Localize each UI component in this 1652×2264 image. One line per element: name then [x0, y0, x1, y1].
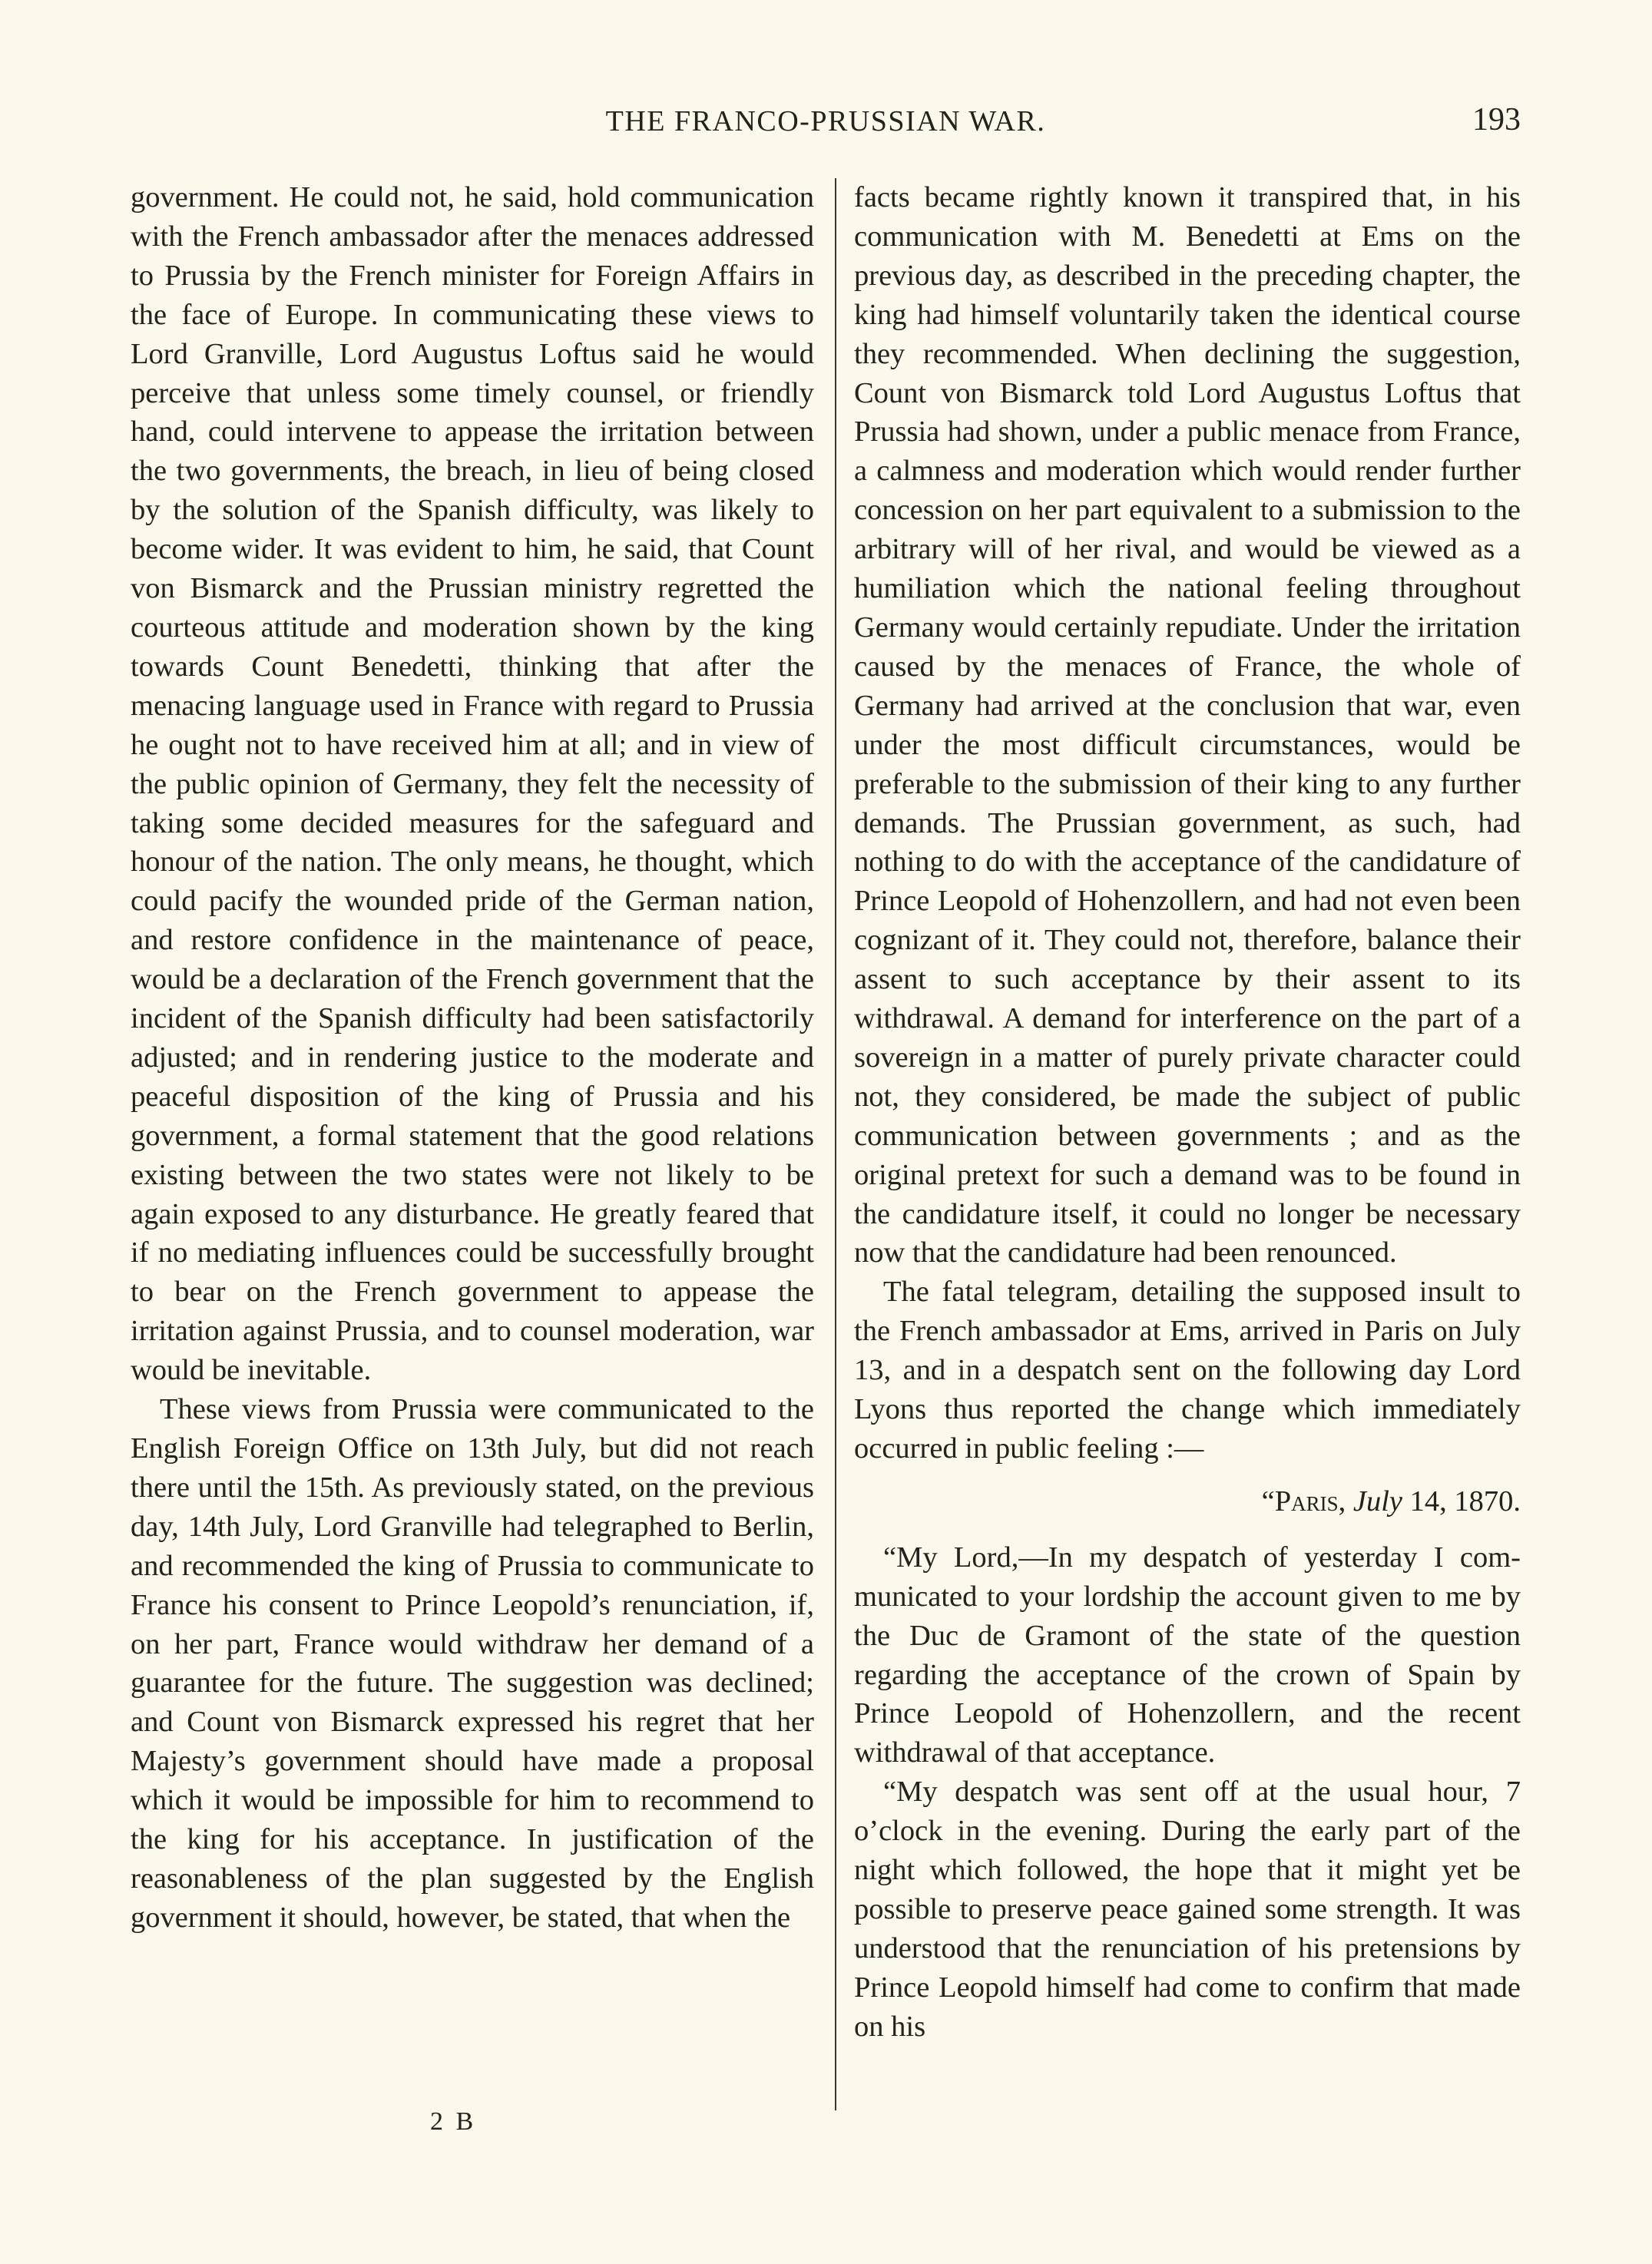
right-paragraph-2: The fatal telegram, detailing the supposed insult to the French ambassador at Ems, arrived in Paris on July 13, and in a despatch sent on the following day Lord Lyons thus reported the change which immediately occurred in public feeling :— — [854, 1276, 1521, 1465]
right-paragraph-1: facts became rightly known it transpired that, in his communication with M. Benedetti at Ems on the previous day, as described in the preceding chapter, the king had himself voluntarily taken the identical course they recommended. When declining the suggestion, Count von Bismarck told Lord Augustus Loftus that Prussia had shown, under a public menace from France, a calmness and moderation which would render further concession on her part equivalent to a submission to the arbitrary will of her rival, and would be viewed as a humiliation which the national feeling throughout Germany would certainly repudiate. Under the irritation caused by the menaces of France, the whole of Germany had arrived at the conclusion that war, even under the most difficult circumstances, would be preferable to the submission of their king to any further demands. The Prussian government, as such, had nothing to do with the acceptance of the candidature of Prince Leopold of Hohenzollern, and had not even been cognizant of it. They could not, therefore, balance their assent to such acceptance by their assent to its withdrawal. A demand for interference on the part of a sovereign in a matter of purely private character could not, they considered, be made the subject of public communication between governments ; and as the original pretext for such a demand was to be found in the candidature itself, it could no longer be necessary now that the candidature had been renounced. — [854, 181, 1521, 1269]
page-header — [131, 98, 1521, 160]
letter-dateline — [854, 1482, 1521, 1521]
running-title: THE FRANCO-PRUSSIAN WAR. — [605, 105, 1046, 137]
dateline-month: July — [1352, 1485, 1402, 1518]
letter-paragraph-2: “My despatch was sent off at the usual hour, 7 o’clock in the evening. During the early part of the night which followed, the hope that it might yet be possible to preserve peace gained some strength. It was understood that the renunciation of his pretensions by Prince Leopold himself had come to confirm that made on his — [854, 1776, 1521, 2043]
signature-mark: 2 B — [430, 2107, 477, 2136]
dateline-city: “Paris, — [1261, 1485, 1346, 1518]
left-paragraph-2: These views from Prussia were communicated to the English Foreign Office on 13th July, but did not reach there until the 15th. As previously stated, on the previous day, 14th July, Lord Granville had telegraphed to Berlin, and recommended the king of Prussia to communicate to France his consent to Prince Leopold’s renunciation, if, on her part, France would withdraw her demand of a guarantee for the future. The suggestion was declined; and Count von Bismarck expressed his regret that her Majesty’s government should have made a proposal which it would be impossible for him to recommend to the king for his acceptance. In justification of the reasonableness of the plan suggested by the English government it should, however, be stated, that when the — [131, 1393, 814, 1934]
letter-paragraph-1: “My Lord,—In my despatch of yesterday I communicated to your lordship the account given to me by the Duc de Gramont of the state of the question regarding the acceptance of the crown of Spain by Prince Leopold of Hohenzollern, and the recent withdrawal of that acceptance. — [854, 1541, 1521, 1769]
page-number: 193 — [1472, 102, 1521, 137]
left-paragraph-1: government. He could not, he said, hold communication with the French ambassador after the menaces addressed to Prussia by the French minister for Foreign Affairs in the face of Europe. In communicating these views to Lord Granville, Lord Augustus Loftus said he would perceive that unless some timely counsel, or friendly hand, could intervene to appease the irritation between the two governments, the breach, in lieu of being closed by the solution of the Spanish difficulty, was likely to become wider. It was evident to him, he said, that Count von Bismarck and the Prussian ministry regretted the courteous attitude and moderation shown by the king towards Count Benedetti, thinking that after the menacing language used in France with regard to Prussia he ought not to have received him at all; and in view of the public opinion of Germany, they felt the necessity of taking some decided measures for the safeguard and honour of the nation. The only means, he thought, which could pacify the wounded pride of the German nation, and restore confidence in the maintenance of peace, would be a declaration of the French government that the incident of the Spanish difficulty had been satisfactorily adjusted; and in rendering justice to the moderate and peaceful disposition of the king of Prussia and his government, a formal statement that the good relations existing between the two states were not likely to be again exposed to any disturbance. He greatly feared that if no mediating influences could be successfully brought to bear on the French government to appease the irritation against Prussia, and to counsel moderation, war would be inevitable. — [131, 181, 814, 1387]
left-column — [131, 178, 814, 2113]
dateline-day-year: 14, 1870. — [1409, 1485, 1521, 1518]
right-column — [854, 178, 1521, 2113]
column-divider — [835, 178, 836, 2110]
